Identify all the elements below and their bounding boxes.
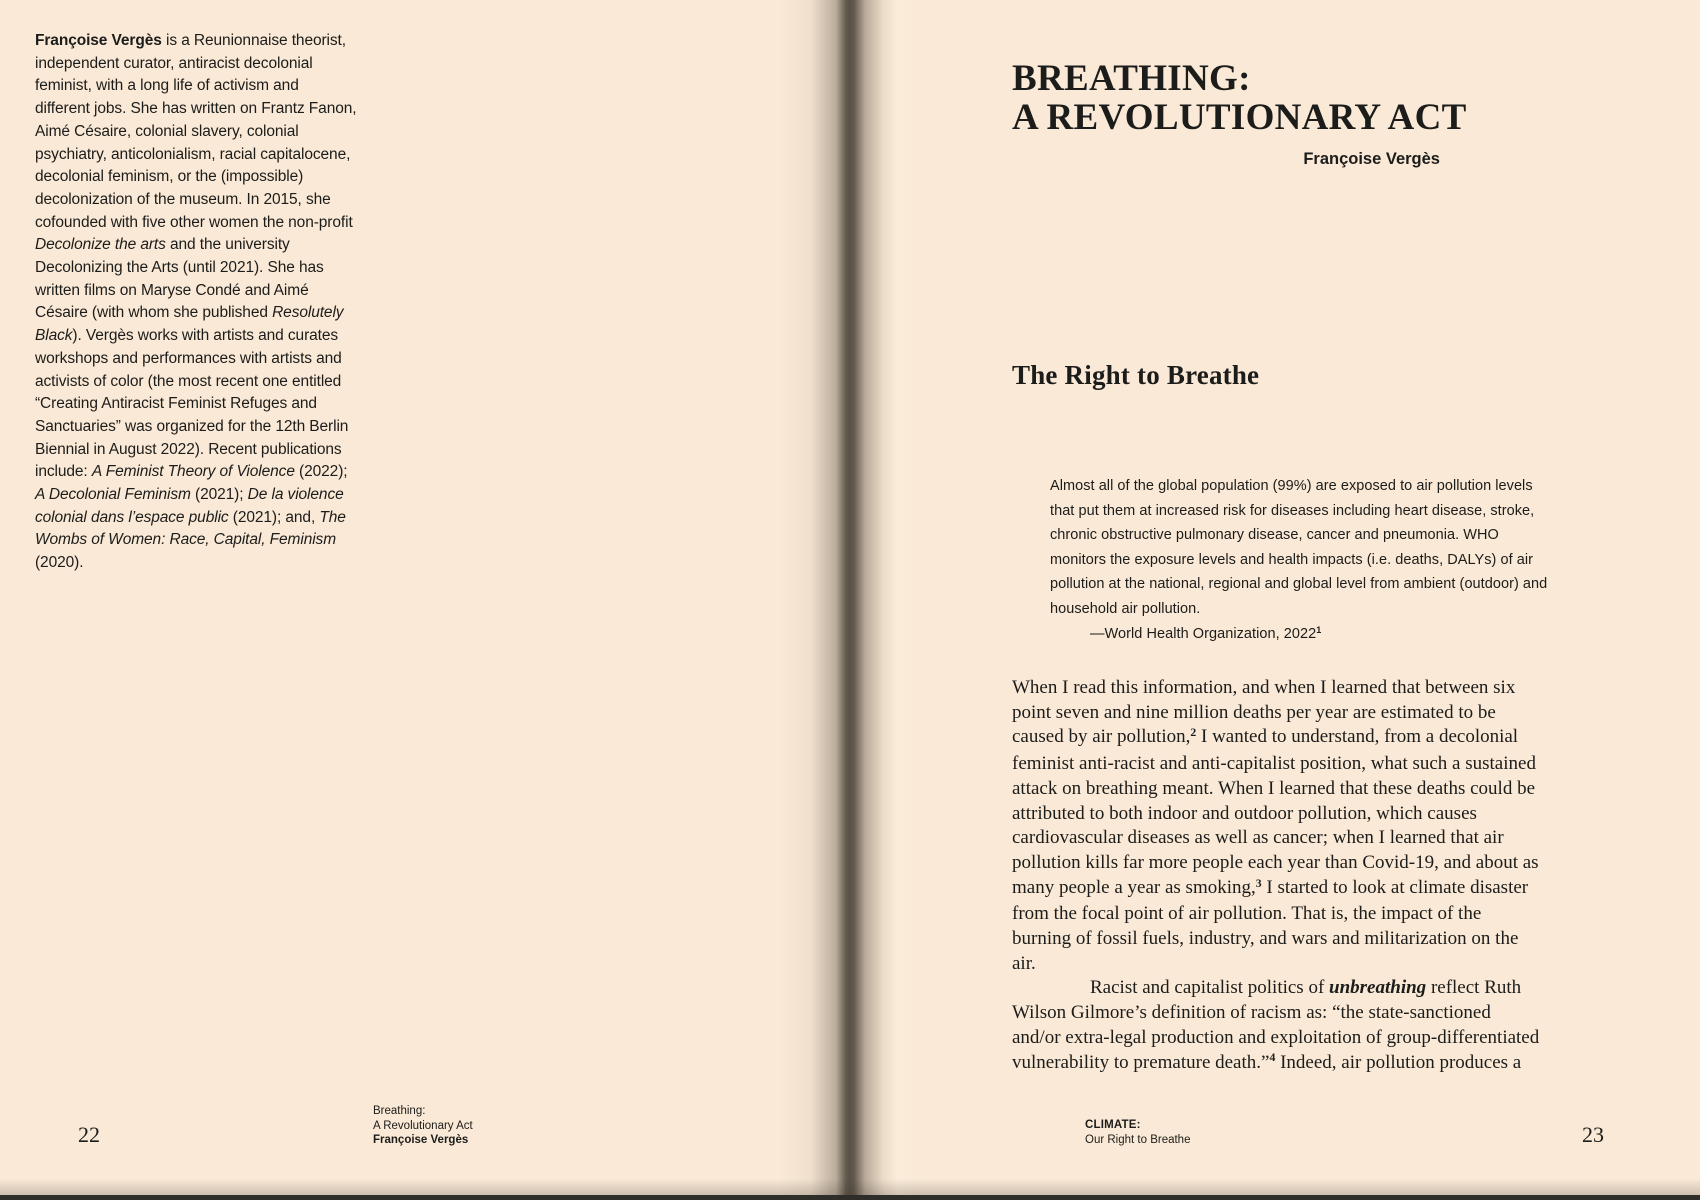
body-text	[1012, 676, 1544, 1077]
running-footer-line-2: A Revolutionary Act	[373, 1119, 473, 1132]
chapter-title-line-2: A REVOLUTIONARY ACT	[1012, 96, 1467, 138]
running-footer-series: CLIMATE:	[1085, 1119, 1141, 1131]
left-running-footer	[373, 1104, 473, 1148]
page-number-right: 23	[1582, 1122, 1604, 1147]
body-paragraph-2: Racist and capitalist politics of unbreathing reflect Ruth Wilson Gilmore’s definition of racism as: “the state-sanctioned and/or extra-legal production and exploitation of group-differentiated vulnerability to premature death.”$^4$ Indeed, air pollution produces a	[1012, 977, 1540, 1073]
body-paragraph-1: When I read this information, and when I learned that between six point seven and nine million deaths per year are estimated to be caused by air pollution,$^2$ I wanted to understand, from a decolonial feminist anti-racist and anti-capitalist position, what such a sustained attack on breathing meant. When I learned that these deaths could be attributed to both indoor and outdoor pollution, which causes cardiovascular diseases as well as cancer; when I learned that air pollution kills far more people each year than Covid-19, and about as many people a year as smoking,$^3$ I started to look at climate disaster from the focal point of air pollution. That is, the impact of the burning of fossil fuels, industry, and wars and militarization on the air.	[1012, 677, 1539, 974]
author-bio-text: Françoise Vergès is a Reunionnaise theorist, independent curator, antiracist decolonial feminist, with a long life of activism and different jobs. She has written on Frantz Fanon, Aimé Césaire, colonial slavery, colonial psychiatry, anticolonialism, racial capitalocene, decolonial feminism, or the (impossible) decolonization of the museum. In 2015, she cofounded with five other women the non-profit Decolonize the arts and the university Decolonizing the Arts (until 2021). She has written films on Maryse Condé and Aimé Césaire (with whom she published Resolutely Black). Vergès works with artists and curates workshops and performances with artists and activists of color (the most recent one entitled “Creating Antiracist Feminist Refuges and Sanctuaries” was organized for the 12th Berlin Biennial in August 2022). Recent publications include: A Feminist Theory of Violence (2022); A Decolonial Feminism (2021); De la violence colonial dans l’espace public (2021); and, The Wombs of Women: Race, Capital, Feminism (2020).	[35, 32, 357, 572]
running-footer-line-1: Breathing:	[373, 1105, 426, 1117]
section-heading: The Right to Breathe	[1012, 360, 1260, 391]
running-footer-author: Françoise Vergès	[373, 1134, 469, 1147]
chapter-title	[1012, 59, 1552, 137]
running-footer-series-subtitle: Our Right to Breathe	[1085, 1133, 1191, 1146]
block-quote-text: Almost all of the global population (99%) are exposed to air pollution levels that put them at increased risk for diseases including heart disease, stroke, chronic obstructive pulmonary disease, cancer and pneumonia. WHO monitors the exposure levels and health impacts (i.e. deaths, DALYs) of air pollution at the national, regional and global level from ambient (outdoor) and household air pollution.	[1050, 478, 1548, 617]
page-fold-gutter	[780, 0, 920, 1195]
right-running-footer	[1085, 1118, 1190, 1147]
page-number-left: 22	[78, 1122, 100, 1147]
chapter-author: Françoise Vergès	[1303, 150, 1440, 168]
block-quote	[1050, 474, 1550, 647]
chapter-title-line-1: BREATHING:	[1012, 57, 1251, 99]
block-quote-attribution: —World Health Organization, 2022$^1$	[1090, 624, 1322, 642]
